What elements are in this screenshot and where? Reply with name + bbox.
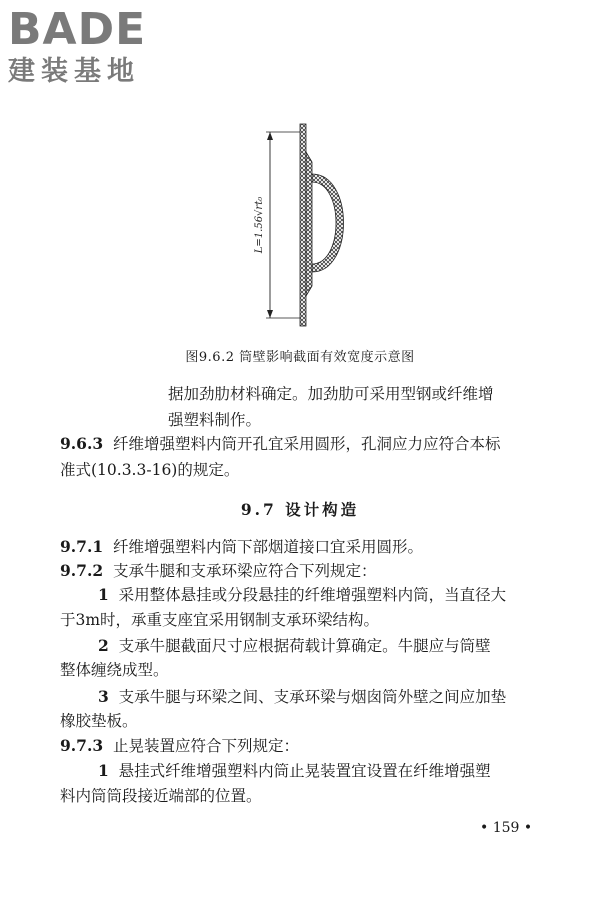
clause-text: 止晃装置应符合下列规定： (113, 737, 300, 755)
clause-number: 9.7.2 (60, 561, 104, 580)
clause-text: 纤维增强塑料内筒开孔宜采用圆形，孔洞应力应符合本标 (113, 435, 501, 453)
dimension-label: L=1.56√rt₀ (254, 196, 265, 254)
clause-number: 9.7.1 (60, 537, 104, 556)
item-text-line: 整体缠绕成型。 (60, 661, 169, 679)
list-item (98, 636, 491, 656)
clause-number: 9.7.3 (60, 736, 104, 755)
list-item (98, 585, 506, 605)
item-number: 2 (98, 636, 109, 655)
list-item (98, 761, 491, 781)
logo-sub-text: 建装基地 (8, 56, 140, 87)
clause-9-7-1 (60, 537, 423, 557)
item-text: 支承牛腿截面尺寸应根据荷载计算确定。牛腿应与筒壁 (118, 637, 491, 655)
logo (8, 6, 146, 88)
paragraph-line: 强塑料制作。 (168, 411, 262, 429)
page-number: • 159 • (480, 820, 533, 836)
figure-drawing (236, 122, 356, 330)
section-heading: 9.7 设计构造 (240, 500, 360, 519)
item-text-line: 于3m时，承重支座宜采用钢制支承环梁结构。 (60, 611, 380, 629)
item-text: 支承牛腿与环梁之间、支承环梁与烟囱筒外壁之间应加垫 (118, 688, 507, 706)
clause-text: 纤维增强塑料内筒下部烟道接口宜采用圆形。 (113, 538, 424, 556)
logo-main-text: BADE (8, 4, 147, 55)
clause-9-7-3 (60, 736, 299, 756)
clause-9-7-2 (60, 561, 377, 581)
figure-section-diagram (236, 122, 356, 330)
clause-number: 9.6.3 (60, 434, 104, 453)
item-text: 悬挂式纤维增强塑料内筒止晃装置宜设置在纤维增强塑 (118, 762, 491, 780)
figure-caption: 图9.6.2 筒壁影响截面有效宽度示意图 (185, 350, 415, 365)
item-number: 3 (98, 687, 109, 706)
item-text: 采用整体悬挂或分段悬挂的纤维增强塑料内筒，当直径大 (118, 586, 507, 604)
item-text-line: 料内筒筒段接近端部的位置。 (60, 787, 262, 805)
paragraph-line: 据加劲肋材料确定。加劲肋可采用型钢或纤维增 (168, 385, 494, 403)
clause-9-6-3 (60, 434, 501, 454)
item-text-line: 橡胶垫板。 (60, 712, 138, 730)
item-number: 1 (98, 761, 109, 780)
list-item (98, 687, 506, 707)
item-number: 1 (98, 585, 109, 604)
clause-text-line: 准式(10.3.3-16)的规定。 (60, 461, 240, 479)
clause-text: 支承牛腿和支承环梁应符合下列规定： (113, 562, 377, 580)
